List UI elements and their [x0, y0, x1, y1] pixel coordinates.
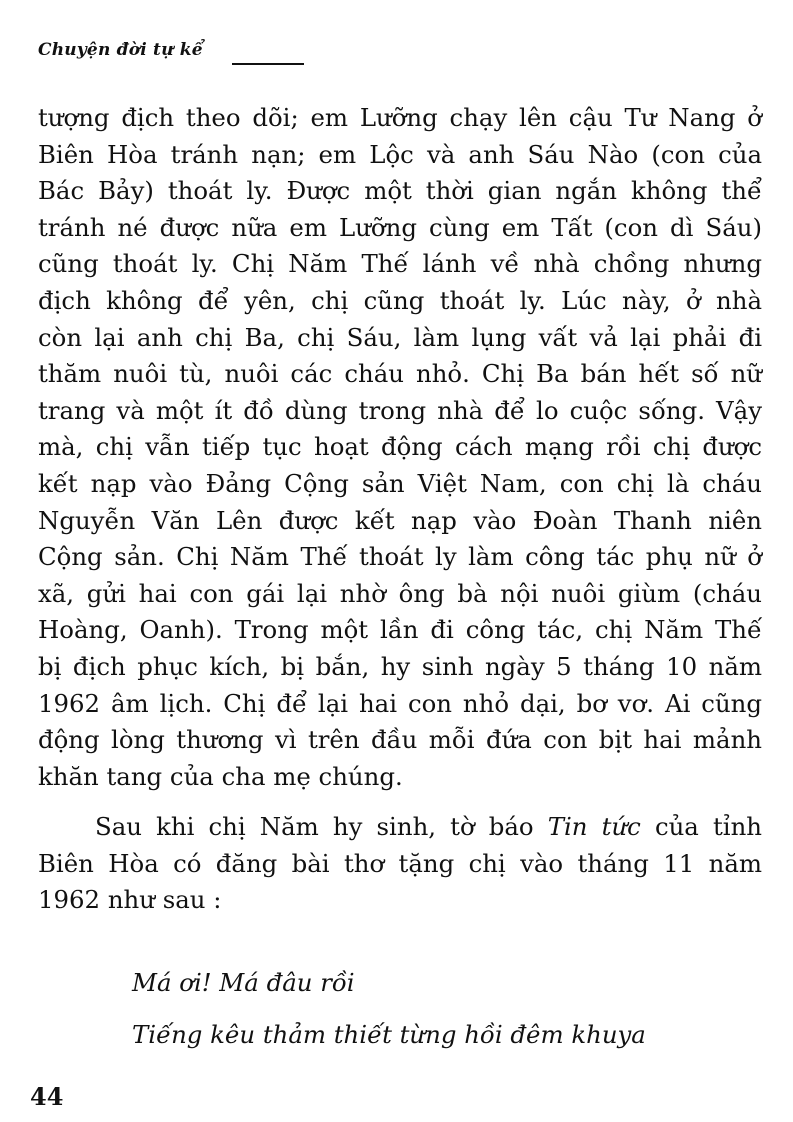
text-run: của tỉnh: [640, 812, 762, 842]
paragraph: [38, 809, 762, 919]
text-line: xã, gửi hai con gái lại nhờ ông bà nội nuôi giùm (cháu: [38, 578, 762, 608]
header-rule: [232, 63, 304, 65]
text-line: Nguyễn Văn Lên được kết nạp vào Đoàn Thanh niên: [38, 505, 762, 535]
newspaper-title: Tin tức: [547, 812, 641, 842]
text-line: tượng địch theo dõi; em Lưỡng chạy lên cậu Tư Nang ở: [38, 103, 762, 132]
verse-line: Má ơi! Má đâu rồi: [132, 968, 355, 997]
text-line: khăn tang của cha mẹ chúng.: [38, 761, 403, 791]
text-line: Biên Hòa tránh nạn; em Lộc và anh Sáu Nào (con của: [38, 139, 762, 169]
text-line: bị địch phục kích, bị bắn, hy sinh ngày 5 tháng 10 năm: [38, 651, 762, 681]
text-line: thăm nuôi tù, nuôi các cháu nhỏ. Chị Ba bán hết số nữ: [38, 359, 762, 389]
paragraph: [38, 100, 762, 795]
body-text: [38, 100, 762, 919]
text-line: Bác Bảy) thoát ly. Được một thời gian ngắn không thể: [38, 176, 762, 206]
running-title: Chuyện đời tự kể: [38, 40, 203, 60]
text-line: Cộng sản. Chị Năm Thế thoát ly làm công tác phụ nữ ở: [38, 542, 762, 572]
text-line: kết nạp vào Đảng Cộng sản Việt Nam, con chị là cháu: [38, 468, 762, 498]
text-line: 1962 như sau :: [38, 885, 222, 915]
text-line: cũng thoát ly. Chị Năm Thế lánh về nhà chồng nhưng: [38, 249, 762, 279]
text-line: Hoàng, Oanh). Trong một lần đi công tác, chị Năm Thế: [38, 615, 762, 645]
text-line: trang và một ít đồ dùng trong nhà để lo cuộc sống. Vậy: [38, 395, 762, 425]
paragraph-gap: [38, 795, 762, 809]
page-number: 44: [30, 1082, 64, 1111]
text-run: Sau khi chị Năm hy sinh, tờ báo: [95, 812, 548, 842]
text-line: [38, 809, 762, 846]
text-line: Biên Hòa có đăng bài thơ tặng chị vào tháng 11 năm: [38, 848, 762, 878]
text-line: còn lại anh chị Ba, chị Sáu, làm lụng vất vả lại phải đi: [38, 322, 762, 352]
verse-line: Tiếng kêu thảm thiết từng hồi đêm khuya: [132, 1020, 646, 1049]
text-line: 1962 âm lịch. Chị để lại hai con nhỏ dại, bơ vơ. Ai cũng: [38, 688, 762, 718]
text-line: tránh né được nữa em Lưỡng cùng em Tất (con dì Sáu): [38, 212, 762, 242]
text-line: địch không để yên, chị cũng thoát ly. Lúc này, ở nhà: [38, 285, 762, 315]
poem-verse: [132, 957, 646, 1061]
text-line: động lòng thương vì trên đầu mỗi đứa con bịt hai mảnh: [38, 725, 762, 755]
text-line: mà, chị vẫn tiếp tục hoạt động cách mạng rồi chị được: [38, 432, 762, 462]
